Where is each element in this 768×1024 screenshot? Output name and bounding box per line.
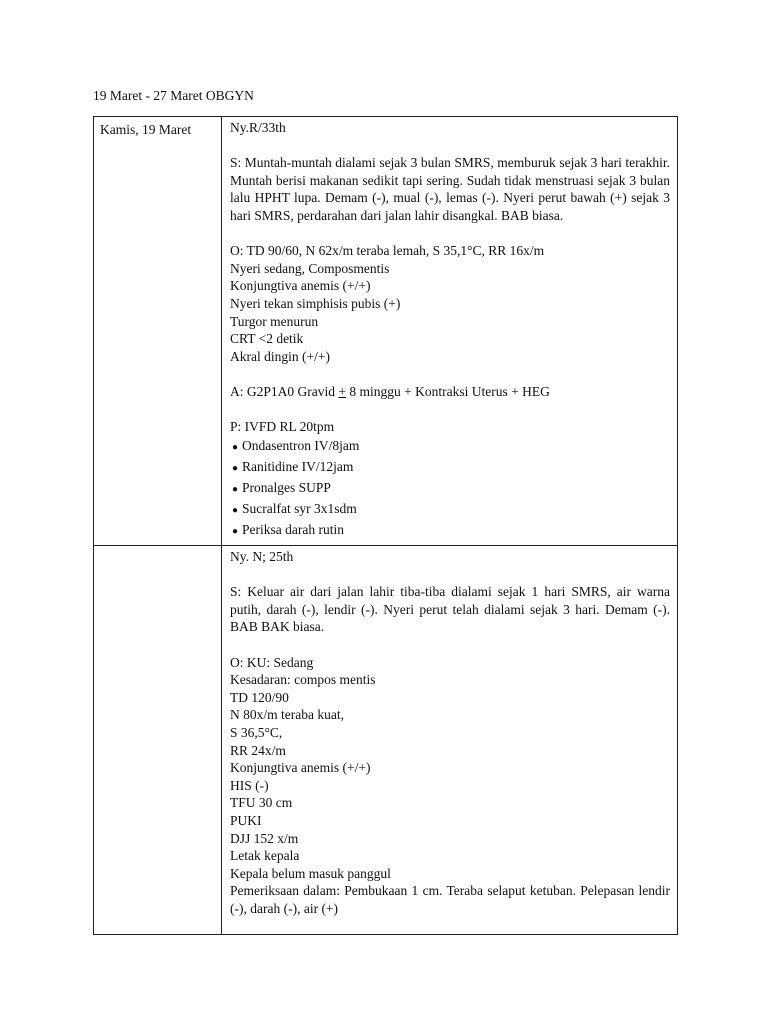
- plan-title: P: IVFD RL 20tpm: [230, 419, 335, 435]
- table-row: [94, 546, 678, 935]
- objective-line: TFU 30 cm: [230, 795, 293, 811]
- objective-line: RR 24x/m: [230, 742, 286, 758]
- objective-line: Letak kepala: [230, 848, 300, 864]
- objective-line: Turgor menurun: [230, 313, 319, 329]
- document-title: 19 Maret - 27 Maret OBGYN: [93, 88, 254, 103]
- bullet-icon: ●: [232, 504, 239, 516]
- assessment-text: A: G2P1A0 Gravid: [230, 383, 339, 399]
- bullet-icon: ●: [232, 441, 239, 453]
- objective-line: O: TD 90/60, N 62x/m teraba lemah, S 35,1°C, RR 16x/m: [230, 243, 545, 259]
- assessment-line: [230, 383, 670, 401]
- date-cell: [94, 117, 222, 546]
- plan-item-text: Ondasentron IV/8jam: [242, 437, 360, 453]
- plan-item: [232, 520, 670, 541]
- assessment-text-rest: 8 minggu + Kontraksi Uterus + HEG: [346, 383, 550, 399]
- objective-line: TD 120/90: [230, 689, 289, 705]
- soap-note-cell: [222, 546, 678, 935]
- plan-item: [232, 499, 670, 520]
- objective-line: Nyeri sedang, Composmentis: [230, 260, 390, 276]
- objective-line: Konjungtiva anemis (+/+): [230, 760, 371, 776]
- subjective-text: S: Keluar air dari jalan lahir tiba-tiba dialami sejak 1 hari SMRS, air warna putih, darah (-), lendir (-). Nyeri perut telah dialami sejak 3 hari. Demam (-). BAB BAK biasa.: [230, 584, 670, 635]
- objective-line: Konjungtiva anemis (+/+): [230, 278, 371, 294]
- soap-note: [222, 117, 677, 541]
- objective-line: Kepala belum masuk panggul: [230, 865, 391, 881]
- objective-line: S 36,5°C,: [230, 724, 283, 740]
- plan-item: [232, 436, 670, 457]
- subjective-text: S: Muntah-muntah dialami sejak 3 bulan SMRS, memburuk sejak 3 hari terakhir. Muntah berisi makanan sedikit tapi sering. Sudah tidak menstruasi sejak 3 bulan lalu HPHT lupa. Demam (-), mual (-), lemas (-). Nyeri perut bawah (+) sejak 3 hari SMRS, perdarahan dari jalan lahir disangkal. BAB biasa.: [230, 155, 670, 223]
- soap-note: [222, 546, 677, 917]
- patient-id: Ny. N; 25th: [230, 549, 294, 564]
- patient-id: Ny.R/33th: [230, 120, 286, 135]
- plus-minus-sign: +: [338, 383, 346, 399]
- plan-list: [230, 436, 670, 541]
- objective-line: CRT <2 detik: [230, 331, 304, 347]
- date-cell: [94, 546, 222, 935]
- table-row: [94, 117, 678, 546]
- entry-date: Kamis, 19 Maret: [100, 122, 192, 137]
- soap-note-cell: [222, 117, 678, 546]
- clinical-notes-table: [93, 116, 678, 935]
- objective-line: Kesadaran: compos mentis: [230, 672, 376, 688]
- internal-exam-text: Pemeriksaan dalam: Pembukaan 1 cm. Teraba selaput ketuban. Pelepasan lendir (-), darah (-), air (+): [230, 883, 670, 916]
- objective-line: N 80x/m teraba kuat,: [230, 707, 344, 723]
- bullet-icon: ●: [232, 525, 239, 537]
- bullet-icon: ●: [232, 483, 239, 495]
- objective-line: HIS (-): [230, 777, 269, 793]
- plan-item: [232, 478, 670, 499]
- bullet-icon: ●: [232, 462, 239, 474]
- objective-line: DJJ 152 x/m: [230, 830, 299, 846]
- plan-item-text: Ranitidine IV/12jam: [242, 458, 354, 474]
- plan-item-text: Pronalges SUPP: [242, 479, 331, 495]
- objective-line: O: KU: Sedang: [230, 654, 314, 670]
- objective-line: Nyeri tekan simphisis pubis (+): [230, 295, 401, 311]
- entry-date: [94, 546, 221, 550]
- plan-item-text: Sucralfat syr 3x1sdm: [242, 500, 357, 516]
- plan-item: [232, 457, 670, 478]
- plan-item-text: Periksa darah rutin: [242, 521, 344, 537]
- objective-line: Akral dingin (+/+): [230, 348, 330, 364]
- objective-line: PUKI: [230, 812, 262, 828]
